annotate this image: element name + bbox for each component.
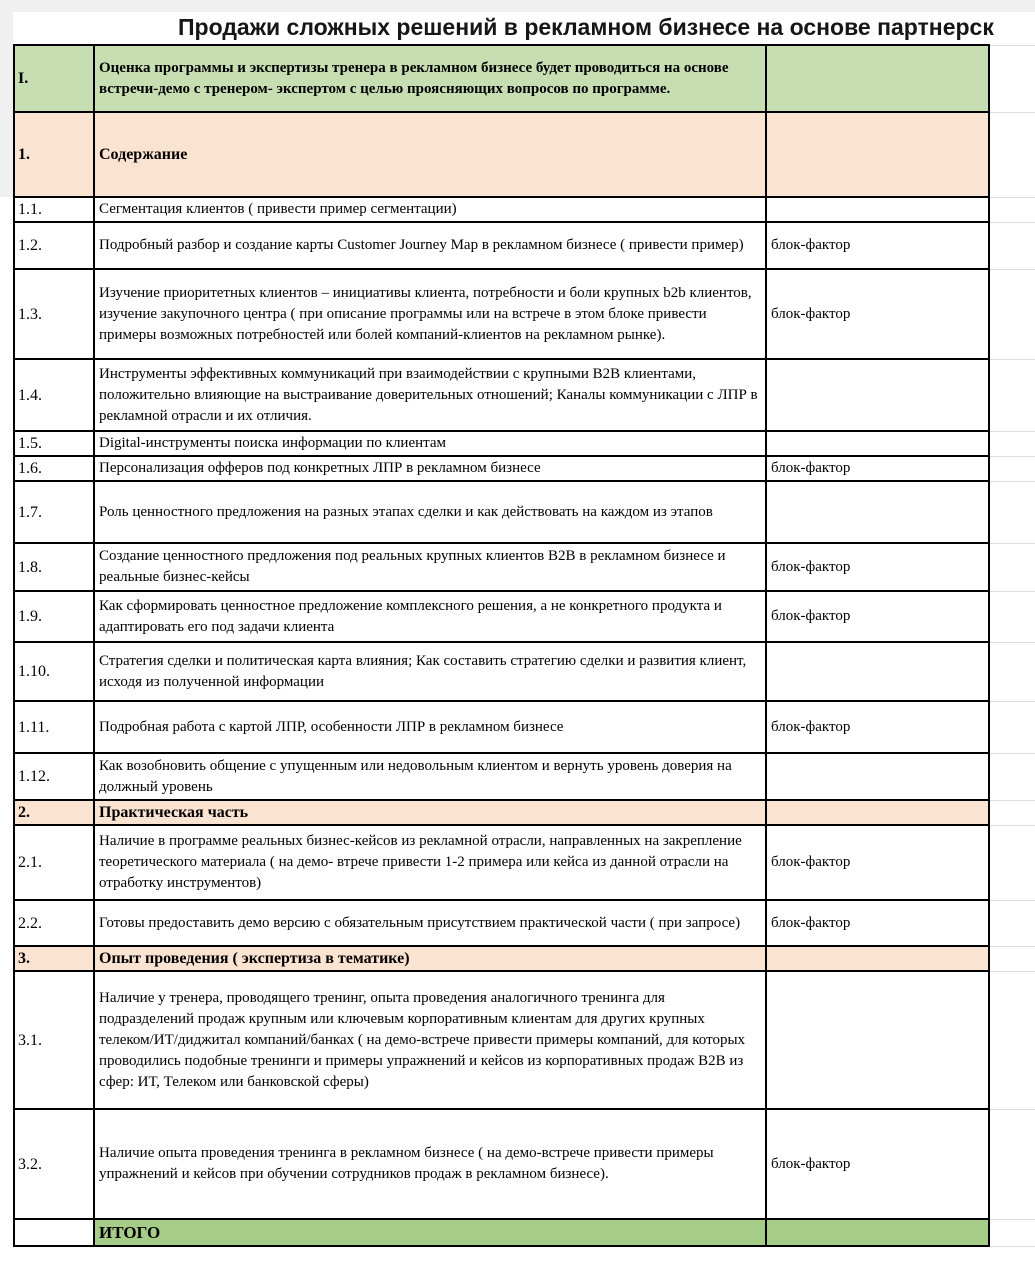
cell-number[interactable]: 1.12.: [14, 753, 94, 800]
empty-sheet-cell[interactable]: [989, 825, 1035, 900]
empty-sheet-cell[interactable]: [989, 753, 1035, 800]
empty-sheet-cell[interactable]: [989, 642, 1035, 701]
empty-sheet-cell[interactable]: [989, 112, 1035, 197]
cell-text[interactable]: ИТОГО: [94, 1219, 766, 1246]
cell-factor[interactable]: блок-фактор: [766, 825, 989, 900]
cell-number[interactable]: 1.11.: [14, 701, 94, 753]
cell-factor[interactable]: блок-фактор: [766, 1109, 989, 1219]
cell-number[interactable]: 1.6.: [14, 456, 94, 481]
table-row: [14, 222, 1035, 269]
page-left-margin: [0, 12, 13, 197]
cell-text[interactable]: Инструменты эффективных коммуникаций при взаимодействии с крупными B2B клиентами, положительно влияющие на выстраивание доверительных отношений; Каналы коммуникации с ЛПР в рекламной отрасли и их отличия.: [94, 359, 766, 431]
cell-text[interactable]: Опыт проведения ( экспертиза в тематике): [94, 946, 766, 971]
cell-factor[interactable]: [766, 1219, 989, 1246]
table-row: [14, 1109, 1035, 1219]
cell-factor[interactable]: блок-фактор: [766, 591, 989, 642]
cell-text[interactable]: Оценка программы и экспертизы тренера в рекламном бизнесе будет проводиться на основе встречи-демо с тренером- экспертом с целью проясняющих вопросов по программе.: [94, 45, 766, 112]
cell-number[interactable]: 3.2.: [14, 1109, 94, 1219]
cell-text[interactable]: Стратегия сделки и политическая карта влияния; Как составить стратегию сделки и развития клиент, исходя из полученной информации: [94, 642, 766, 701]
cell-text[interactable]: Создание ценностного предложения под реальных крупных клиентов B2B в рекламном бизнесе и реальные бизнес-кейсы: [94, 543, 766, 591]
cell-text[interactable]: Практическая часть: [94, 800, 766, 825]
cell-number[interactable]: 3.: [14, 946, 94, 971]
empty-sheet-cell[interactable]: [989, 701, 1035, 753]
cell-number[interactable]: [14, 1219, 94, 1246]
table-row: [14, 269, 1035, 359]
empty-sheet-cell[interactable]: [989, 456, 1035, 481]
empty-sheet-cell[interactable]: [989, 359, 1035, 431]
table-row: [14, 642, 1035, 701]
cell-number[interactable]: 2.1.: [14, 825, 94, 900]
cell-number[interactable]: 1.8.: [14, 543, 94, 591]
table-row: [14, 971, 1035, 1109]
empty-sheet-cell[interactable]: [989, 800, 1035, 825]
empty-sheet-cell[interactable]: [989, 946, 1035, 971]
document-title: Продажи сложных решений в рекламном бизнесе на основе партнерск: [178, 14, 994, 40]
cell-text[interactable]: Digital-инструменты поиска информации по клиентам: [94, 431, 766, 456]
table-row: [14, 431, 1035, 456]
cell-factor[interactable]: блок-фактор: [766, 456, 989, 481]
cell-number[interactable]: 1.5.: [14, 431, 94, 456]
cell-factor[interactable]: [766, 946, 989, 971]
cell-text[interactable]: Готовы предоставить демо версию с обязательным присутствием практической части ( при запросе): [94, 900, 766, 946]
cell-text[interactable]: Изучение приоритетных клиентов – инициативы клиента, потребности и боли крупных b2b клиентов, изучение закупочного центра ( при описание программы или на встрече в этом блоке привести примеры возможных потребностей или болей компаний-клиентов на рекламном рынке).: [94, 269, 766, 359]
cell-number[interactable]: 1.3.: [14, 269, 94, 359]
evaluation-table-body: [14, 45, 1035, 1246]
cell-factor[interactable]: [766, 359, 989, 431]
table-row: [14, 456, 1035, 481]
table-row: [14, 825, 1035, 900]
table-row: [14, 591, 1035, 642]
empty-sheet-cell[interactable]: [989, 222, 1035, 269]
cell-number[interactable]: 2.: [14, 800, 94, 825]
page-top-margin: [0, 0, 1035, 12]
cell-text[interactable]: Содержание: [94, 112, 766, 197]
table-row: [14, 753, 1035, 800]
empty-sheet-cell[interactable]: [989, 1219, 1035, 1246]
cell-text[interactable]: Роль ценностного предложения на разных этапах сделки и как действовать на каждом из этапов: [94, 481, 766, 543]
cell-number[interactable]: 1.4.: [14, 359, 94, 431]
cell-number[interactable]: 1.1.: [14, 197, 94, 222]
cell-number[interactable]: 1.9.: [14, 591, 94, 642]
table-row: [14, 1219, 1035, 1246]
cell-factor[interactable]: [766, 971, 989, 1109]
cell-text[interactable]: Наличие в программе реальных бизнес-кейсов из рекламной отрасли, направленных на закрепление теоретического материала ( на демо- втрече привести 1-2 примера или кейса из данной отрасли на отработку инструментов): [94, 825, 766, 900]
empty-sheet-cell[interactable]: [989, 1109, 1035, 1219]
cell-factor[interactable]: блок-фактор: [766, 222, 989, 269]
cell-factor[interactable]: [766, 753, 989, 800]
title-band: [13, 12, 1035, 44]
empty-sheet-cell[interactable]: [989, 45, 1035, 112]
table-row: [14, 543, 1035, 591]
cell-factor[interactable]: блок-фактор: [766, 269, 989, 359]
cell-factor[interactable]: [766, 197, 989, 222]
table-row: [14, 45, 1035, 112]
cell-text[interactable]: Как возобновить общение с упущенным или недовольным клиентом и вернуть уровень доверия на должный уровень: [94, 753, 766, 800]
empty-sheet-cell[interactable]: [989, 481, 1035, 543]
cell-text[interactable]: Наличие опыта проведения тренинга в рекламном бизнесе ( на демо-встрече привести примеры упражнений и кейсов при обучении сотрудников продаж в рекламном бизнесе).: [94, 1109, 766, 1219]
cell-factor[interactable]: блок-фактор: [766, 900, 989, 946]
cell-number[interactable]: 3.1.: [14, 971, 94, 1109]
cell-number[interactable]: 1.7.: [14, 481, 94, 543]
table-row: [14, 359, 1035, 431]
cell-text[interactable]: Сегментация клиентов ( привести пример сегментации): [94, 197, 766, 222]
table-row: [14, 701, 1035, 753]
empty-sheet-cell[interactable]: [989, 543, 1035, 591]
table-row: [14, 900, 1035, 946]
table-row: [14, 946, 1035, 971]
empty-sheet-cell[interactable]: [989, 431, 1035, 456]
cell-text[interactable]: Подробный разбор и создание карты Customer Journey Map в рекламном бизнесе ( привести пример): [94, 222, 766, 269]
cell-factor[interactable]: блок-фактор: [766, 701, 989, 753]
cell-factor[interactable]: [766, 112, 989, 197]
cell-text[interactable]: Персонализация офферов под конкретных ЛПР в рекламном бизнесе: [94, 456, 766, 481]
cell-factor[interactable]: блок-фактор: [766, 543, 989, 591]
evaluation-table: [13, 44, 1035, 1247]
cell-number[interactable]: 1.: [14, 112, 94, 197]
empty-sheet-cell[interactable]: [989, 900, 1035, 946]
cell-text[interactable]: Подробная работа с картой ЛПР, особенности ЛПР в рекламном бизнесе: [94, 701, 766, 753]
cell-number[interactable]: 2.2.: [14, 900, 94, 946]
cell-text[interactable]: Наличие у тренера, проводящего тренинг, опыта проведения аналогичного тренинга для подразделений продаж крупным или ключевым корпоративным клиентам для других крупных телеком/ИТ/диджитал компаний/банках ( на демо-встрече привести примеры компаний, для которых проводились подобные тренинги и примеры упражнений и кейсов из корпоративных продаж B2B из сфер: ИТ, Телеком или банковской сферы): [94, 971, 766, 1109]
cell-factor[interactable]: [766, 431, 989, 456]
table-row: [14, 800, 1035, 825]
cell-number[interactable]: I.: [14, 45, 94, 112]
empty-sheet-cell[interactable]: [989, 197, 1035, 222]
table-row: [14, 197, 1035, 222]
table-row: [14, 112, 1035, 197]
cell-factor[interactable]: [766, 481, 989, 543]
empty-sheet-cell[interactable]: [989, 591, 1035, 642]
cell-number[interactable]: 1.10.: [14, 642, 94, 701]
cell-factor[interactable]: [766, 642, 989, 701]
empty-sheet-cell[interactable]: [989, 269, 1035, 359]
cell-number[interactable]: 1.2.: [14, 222, 94, 269]
cell-text[interactable]: Как сформировать ценностное предложение комплексного решения, а не конкретного продукта и адаптировать его под задачи клиента: [94, 591, 766, 642]
cell-factor[interactable]: [766, 800, 989, 825]
empty-sheet-cell[interactable]: [989, 971, 1035, 1109]
table-row: [14, 481, 1035, 543]
cell-factor[interactable]: [766, 45, 989, 112]
